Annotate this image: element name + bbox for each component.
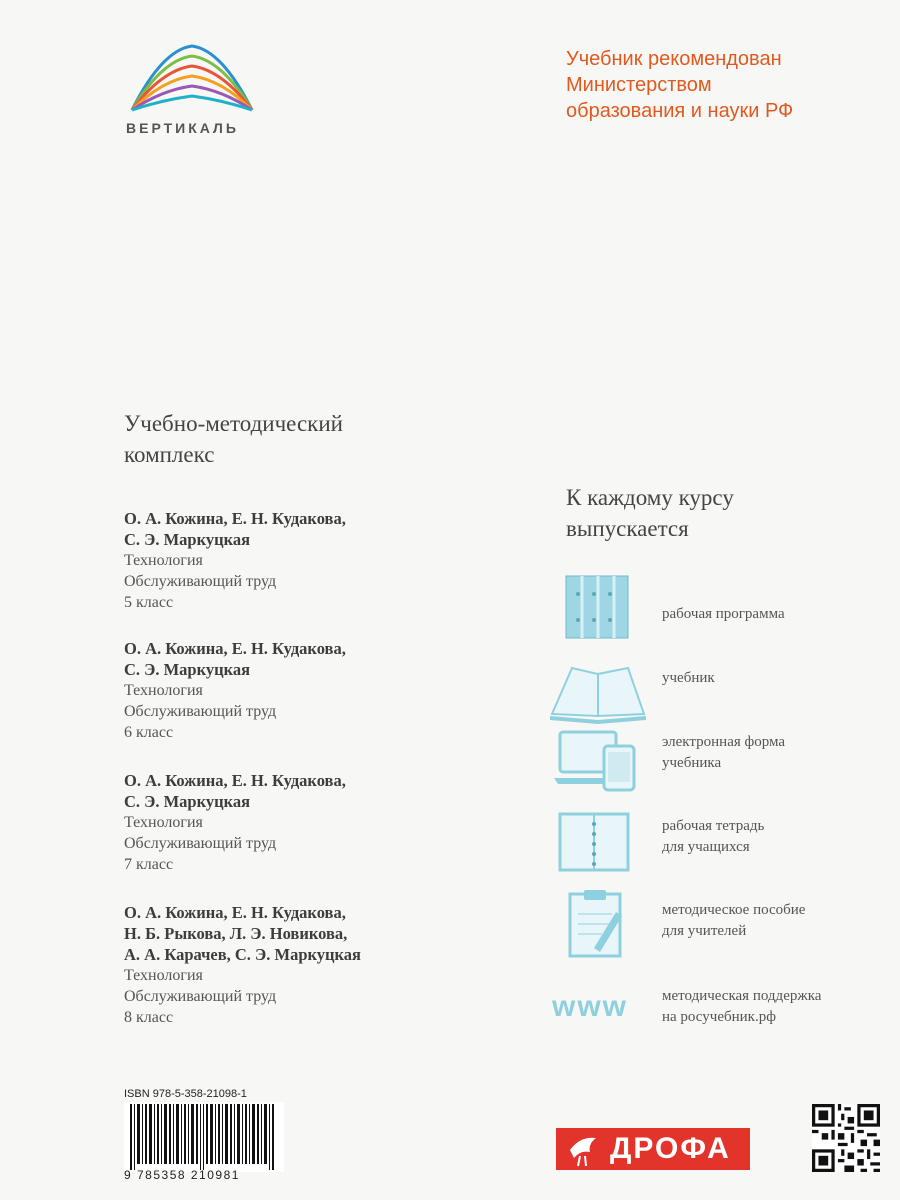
course-item-label (662, 900, 882, 942)
course-item-label (662, 816, 882, 858)
barcode-icon (124, 1102, 284, 1172)
book-authors: О. А. Кожина, Е. Н. Кудакова, (124, 509, 346, 528)
course-item-label-line: учебник (662, 670, 715, 686)
book-subject: Технология (124, 814, 203, 831)
book-subject: Технология (124, 552, 203, 569)
course-item-label-line: электронная форма (662, 734, 786, 750)
qr-code-icon (812, 1104, 880, 1172)
recommendation-note (566, 46, 886, 124)
course-item-label-line: на росучебник.рф (662, 1009, 776, 1025)
book-authors: С. Э. Маркуцкая (124, 660, 251, 679)
complex-title-line: Учебно-методический (124, 411, 343, 436)
course-item-label-line: для учащихся (662, 839, 750, 855)
book-subject: Технология (124, 682, 203, 699)
bird-icon (566, 1128, 602, 1170)
book-series: Обслуживающий труд (124, 835, 277, 852)
clipboard-icon (548, 890, 648, 960)
recommendation-line: образования и науки РФ (566, 100, 794, 122)
book-entry-5 (124, 508, 454, 613)
book-series: Обслуживающий труд (124, 573, 277, 590)
book-grade: 8 класс (124, 1009, 174, 1026)
book-series: Обслуживающий труд (124, 988, 277, 1005)
recommendation-line: Учебник рекомендован (566, 48, 782, 70)
book-grade: 5 класс (124, 594, 174, 611)
complex-title (124, 408, 444, 470)
book-authors: О. А. Кожина, Е. Н. Кудакова, (124, 903, 346, 922)
course-item-label (662, 986, 882, 1028)
barcode-digits: 9 785358 210981 (124, 1168, 240, 1182)
book-authors: Н. Б. Рыкова, Л. Э. Новикова, (124, 924, 348, 943)
recommendation-line: Министерством (566, 74, 712, 96)
course-item-label-line: рабочая программа (662, 606, 785, 622)
book-authors: О. А. Кожина, Е. Н. Кудакова, (124, 639, 346, 658)
isbn-label: ISBN 978-5-358-21098-1 (124, 1088, 247, 1100)
course-item-textbook (548, 656, 878, 726)
book-entry-6 (124, 638, 454, 743)
notebook-icon (548, 810, 648, 880)
book-subject: Технология (124, 967, 203, 984)
logo-arcs-icon (122, 40, 262, 118)
courses-title-line: К каждому курсу (566, 485, 734, 510)
logo-text: ВЕРТИКАЛЬ (126, 120, 239, 136)
course-item-label (662, 732, 882, 774)
book-grade: 6 класс (124, 724, 174, 741)
book-entry-7 (124, 770, 454, 875)
course-item-online-support (548, 982, 878, 1052)
course-item-teacher-guide (548, 890, 878, 960)
course-item-label (662, 604, 882, 625)
book-entry-8 (124, 902, 454, 1028)
course-item-label-line: методическое пособие (662, 902, 806, 918)
book-authors: С. Э. Маркуцкая (124, 530, 251, 549)
devices-icon (548, 728, 648, 798)
course-item-program (548, 574, 878, 644)
book-authors: О. А. Кожина, Е. Н. Кудакова, (124, 771, 346, 790)
www-icon (548, 982, 648, 1052)
publisher-logo (556, 1128, 750, 1170)
binder-icon (548, 574, 648, 644)
book-grade: 7 класс (124, 856, 174, 873)
book-series: Обслуживающий труд (124, 703, 277, 720)
course-item-label (662, 668, 882, 689)
course-item-label-line: для учителей (662, 923, 747, 939)
courses-title (566, 482, 866, 544)
course-item-label-line: рабочая тетрадь (662, 818, 765, 834)
complex-title-line: комплекс (124, 442, 215, 467)
course-item-eform (548, 728, 878, 798)
course-item-label-line: учебника (662, 755, 722, 771)
open-book-icon (548, 656, 648, 726)
book-authors: С. Э. Маркуцкая (124, 792, 251, 811)
svg-text:www: www (552, 990, 629, 1023)
vertikal-logo (112, 40, 272, 150)
course-item-label-line: методическая поддержка (662, 988, 822, 1004)
course-item-workbook (548, 810, 878, 880)
book-authors: А. А. Карачев, С. Э. Маркуцкая (124, 945, 361, 964)
courses-title-line: выпускается (566, 516, 689, 541)
publisher-name: ДРОФА (610, 1132, 731, 1165)
